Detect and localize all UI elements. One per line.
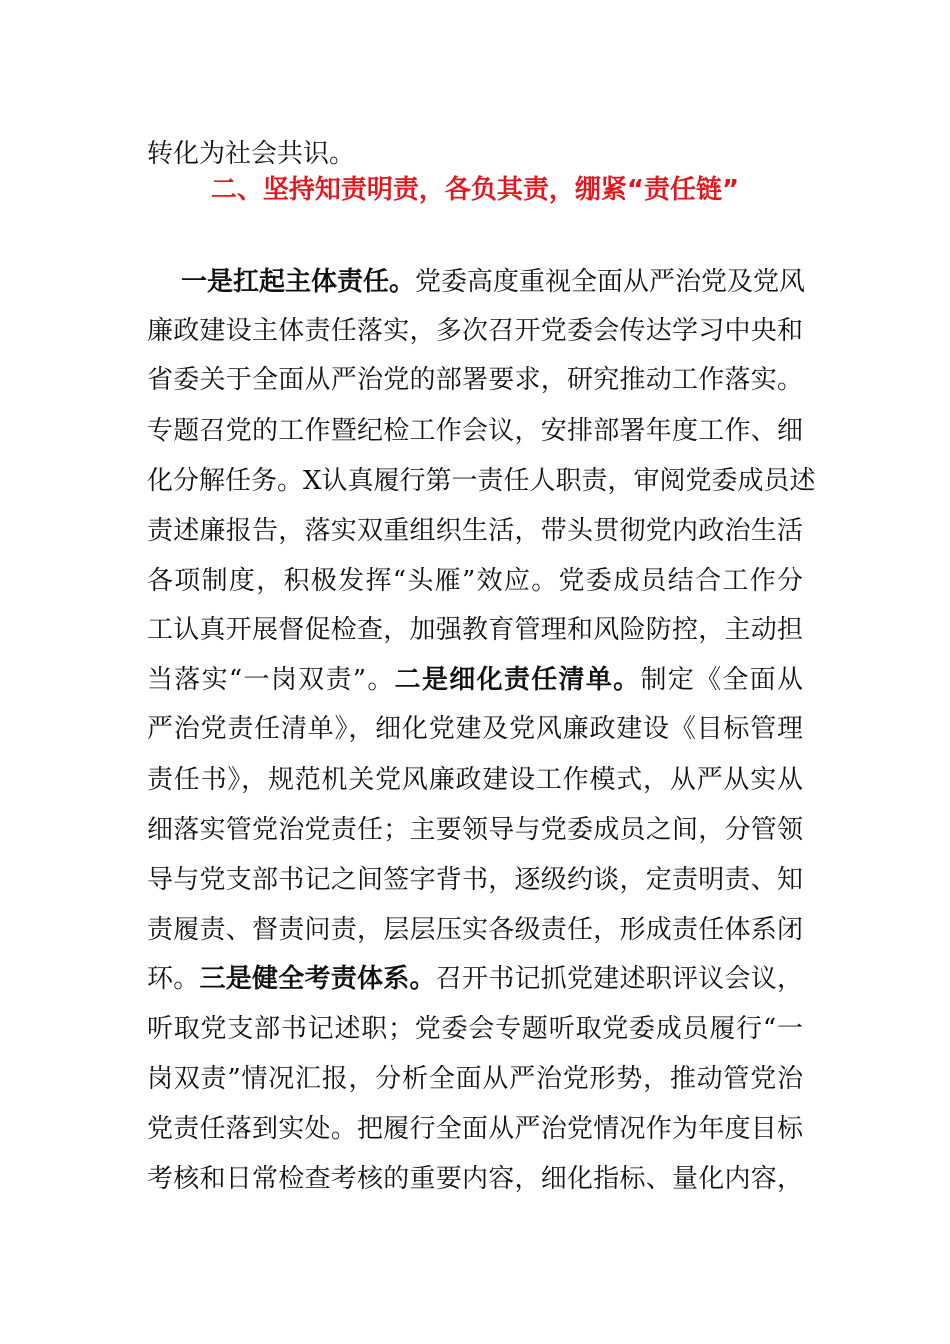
paragraph-line: 专题召党的工作暨纪检工作会议，安排部署年度工作、细 — [147, 416, 803, 446]
paragraph-line: 化分解任务。X认真履行第一责任人职责，审阅党委成员述 — [147, 466, 816, 496]
paragraph-line: 考核和日常检查考核的重要内容，细化指标、量化内容， — [147, 1164, 803, 1194]
paragraph-line: 省委关于全面从严治党的部署要求，研究推动工作落实。 — [147, 365, 803, 395]
paragraph-line: 廉政建设主体责任落实，多次召开党委会传达学习中央和 — [147, 316, 803, 346]
paragraph-line: 责述廉报告，落实双重组织生活，带头贯彻党内政治生活 — [147, 516, 803, 546]
line-text: 环。 — [147, 964, 200, 994]
paragraph-line — [181, 262, 806, 302]
paragraph-line: 党责任落到实处。把履行全面从严治党情况作为年度目标 — [147, 1114, 803, 1144]
paragraph-line: 听取党支部书记述职；党委会专题听取党委成员履行“一 — [147, 1014, 803, 1044]
section-heading: 二、坚持知责明责，各负其责，绷紧“责任链” — [210, 175, 740, 205]
paragraph-line: 责任书》，规范机关党风廉政建设工作模式，从严从实从 — [147, 765, 803, 795]
line-text: 党委高度重视全面从严治党及党风 — [415, 267, 806, 297]
paragraph-line: 细落实管党治党责任；主要领导与党委成员之间，分管领 — [147, 815, 803, 845]
line-text: 当落实“一岗双责”。 — [147, 665, 395, 695]
paragraph-line: 各项制度，积极发挥“头雁”效应。党委成员结合工作分 — [147, 566, 803, 596]
paragraph-line: 岗双责”情况汇报，分析全面从严治党形势，推动管党治 — [147, 1064, 803, 1094]
bold-lead-phrase: 三是健全考责体系。 — [199, 964, 436, 994]
paragraph-line — [147, 660, 803, 700]
line-text: 召开书记抓党建述职评议会议， — [435, 964, 803, 994]
bold-lead-phrase: 一是扛起主体责任。 — [181, 267, 416, 297]
paragraph-continuation-line: 转化为社会共识。 — [147, 139, 356, 169]
paragraph-line — [147, 959, 803, 999]
bold-lead-phrase: 二是细化责任清单。 — [394, 665, 641, 695]
paragraph-line: 工认真开展督促检查，加强教育管理和风险防控，主动担 — [147, 615, 803, 645]
line-text: 制定《全面从 — [640, 665, 803, 695]
paragraph-line: 责履责、督责问责，层层压实各级责任，形成责任体系闭 — [147, 915, 803, 945]
paragraph-line: 导与党支部书记之间签字背书，逐级约谈，定责明责、知 — [147, 865, 803, 895]
paragraph-line: 严治党责任清单》，细化党建及党风廉政建设《目标管理 — [147, 714, 803, 744]
